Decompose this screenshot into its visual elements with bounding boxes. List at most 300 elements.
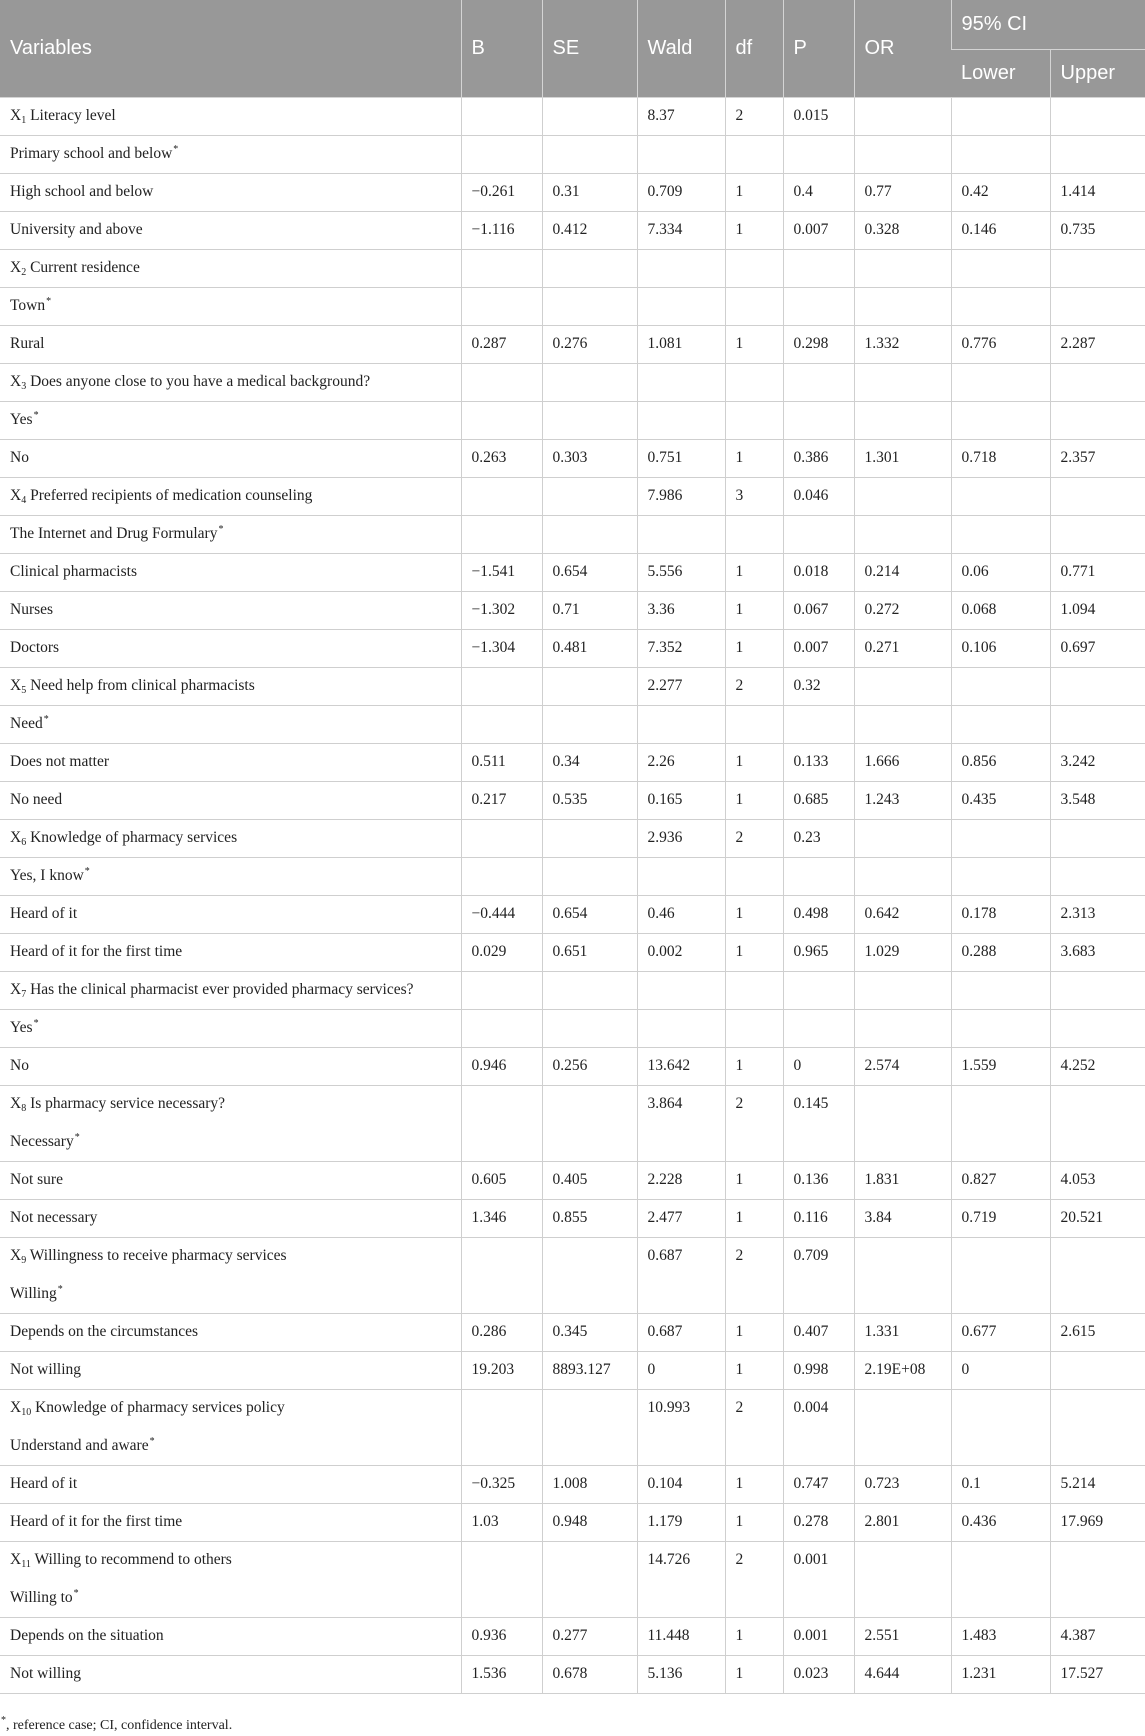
cell-b: −0.261 [461,173,542,211]
cell-lower: 0.178 [951,895,1050,933]
cell-wald: 11.448 [637,1617,725,1655]
cell-wald: 0 [637,1351,725,1389]
cell-df: 1 [725,1351,783,1389]
cell-lower: 0.856 [951,743,1050,781]
cell-se [542,97,637,135]
cell-se: 0.651 [542,933,637,971]
cell-or [854,1541,951,1579]
cell-df: 1 [725,895,783,933]
variable-label: Does not matter [10,753,110,770]
cell-upper [1050,401,1145,439]
cell-or [854,819,951,857]
variable-symbol: X [10,677,22,694]
variable-row [0,1085,1145,1123]
cell-wald: 0.751 [637,439,725,477]
cell-df: 1 [725,1047,783,1085]
cell-variable [0,629,461,667]
table-row [0,705,1145,743]
variable-label: Heard of it [10,1475,78,1492]
reference-marker: * [46,296,52,307]
variable-row [0,363,1145,401]
cell-b: −1.541 [461,553,542,591]
variable-symbol: X [10,487,22,504]
cell-se [542,515,637,553]
variable-label: Literacy level [26,107,116,124]
cell-se: 0.276 [542,325,637,363]
cell-or: 0.642 [854,895,951,933]
cell-upper [1050,1351,1145,1389]
header-wald: Wald [637,0,725,97]
variable-label: Willing to [10,1588,73,1606]
reference-marker: * [74,1131,80,1143]
cell-df [725,401,783,439]
variable-label: Town [10,297,46,314]
cell-df [725,135,783,173]
footnote [0,1715,233,1734]
variable-index: 3 [21,381,27,392]
cell-p [783,401,854,439]
variable-label: No need [10,791,63,808]
cell-lower [951,1009,1050,1047]
cell-wald [637,1427,725,1465]
header-b: B [461,0,542,97]
cell-variable [0,1161,461,1199]
cell-upper [1050,135,1145,173]
cell-or: 2.551 [854,1617,951,1655]
cell-df [725,287,783,325]
cell-lower [951,363,1050,401]
cell-wald: 1.179 [637,1503,725,1541]
cell-wald [637,287,725,325]
cell-wald: 0.709 [637,173,725,211]
cell-wald: 5.556 [637,553,725,591]
cell-b [461,1237,542,1275]
variable-symbol: X [10,981,22,998]
cell-lower: 0.146 [951,211,1050,249]
cell-variable [0,1199,461,1237]
cell-b: 0.511 [461,743,542,781]
cell-variable [0,97,461,135]
cell-upper: 2.313 [1050,895,1145,933]
cell-se [542,1123,637,1161]
cell-p: 0.298 [783,325,854,363]
cell-variable [0,591,461,629]
cell-p: 0.747 [783,1465,854,1503]
cell-df: 1 [725,211,783,249]
cell-wald: 0.104 [637,1465,725,1503]
cell-p [783,705,854,743]
cell-p [783,1009,854,1047]
variable-symbol: X [10,259,22,276]
cell-variable [0,933,461,971]
cell-wald [637,249,725,287]
cell-or: 0.272 [854,591,951,629]
cell-lower [951,819,1050,857]
variable-label: Does anyone close to you have a medical background? [26,373,371,390]
cell-df: 2 [725,1389,783,1427]
cell-se [542,1579,637,1617]
cell-df: 1 [725,1655,783,1693]
table-row [0,173,1145,211]
variable-label: Preferred recipients of medication counseling [26,487,313,504]
cell-se: 0.654 [542,895,637,933]
variable-label: Yes [10,1019,33,1036]
header-df: df [725,0,783,97]
cell-df: 2 [725,667,783,705]
cell-lower: 0.719 [951,1199,1050,1237]
cell-variable [0,173,461,211]
cell-b [461,1085,542,1123]
cell-variable [0,211,461,249]
cell-se: 0.303 [542,439,637,477]
variable-label: Willingness to receive pharmacy services [26,1247,287,1265]
cell-wald [637,1579,725,1617]
cell-se: 0.855 [542,1199,637,1237]
table-row [0,1199,1145,1237]
cell-p: 0.407 [783,1313,854,1351]
cell-p: 0.004 [783,1389,854,1427]
cell-upper [1050,249,1145,287]
cell-upper: 17.527 [1050,1655,1145,1693]
cell-se [542,1275,637,1313]
cell-se: 0.71 [542,591,637,629]
cell-or [854,135,951,173]
cell-se [542,1009,637,1047]
cell-b [461,1389,542,1427]
variable-index: 9 [21,1255,27,1267]
cell-se: 0.535 [542,781,637,819]
cell-or: 3.84 [854,1199,951,1237]
cell-se: 0.34 [542,743,637,781]
cell-upper [1050,1389,1145,1427]
cell-variable [0,401,461,439]
cell-wald: 14.726 [637,1541,725,1579]
cell-se [542,135,637,173]
cell-lower: 0.436 [951,1503,1050,1541]
cell-lower [951,97,1050,135]
variable-label: No [10,449,29,466]
cell-or: 0.271 [854,629,951,667]
cell-se [542,401,637,439]
variable-label: Rural [10,335,45,352]
cell-se [542,1541,637,1579]
cell-variable [0,287,461,325]
cell-p: 0.018 [783,553,854,591]
cell-wald: 2.228 [637,1161,725,1199]
cell-or: 2.574 [854,1047,951,1085]
variable-row [0,819,1145,857]
cell-se: 0.277 [542,1617,637,1655]
cell-upper: 3.683 [1050,933,1145,971]
cell-wald [637,1275,725,1313]
reference-marker: * [43,714,49,725]
table-row [0,743,1145,781]
cell-se [542,1427,637,1465]
cell-upper: 4.387 [1050,1617,1145,1655]
cell-b: −1.304 [461,629,542,667]
variable-symbol: X [10,107,22,124]
cell-upper [1050,1237,1145,1275]
table-row [0,781,1145,819]
variable-label: Current residence [26,259,140,276]
variable-index: 6 [21,837,27,848]
cell-b: 0.605 [461,1161,542,1199]
cell-lower [951,1389,1050,1427]
cell-variable [0,1617,461,1655]
cell-b [461,401,542,439]
cell-wald: 3.864 [637,1085,725,1123]
cell-b [461,477,542,515]
cell-wald: 0.687 [637,1313,725,1351]
cell-df: 2 [725,97,783,135]
cell-variable [0,325,461,363]
cell-variable [0,857,461,895]
cell-upper: 0.697 [1050,629,1145,667]
cell-b [461,1009,542,1047]
variable-symbol: X [10,829,22,846]
cell-upper [1050,515,1145,553]
cell-df: 1 [725,325,783,363]
cell-b: 0.936 [461,1617,542,1655]
variable-label: Heard of it [10,905,78,922]
cell-or [854,857,951,895]
variable-row [0,1541,1145,1579]
cell-variable [0,1275,461,1313]
table-row [0,1503,1145,1541]
variable-label: Not necessary [10,1209,98,1226]
cell-wald [637,971,725,1009]
cell-lower [951,971,1050,1009]
cell-wald: 13.642 [637,1047,725,1085]
header-or: OR [854,0,951,97]
table-row [0,629,1145,667]
table-row [0,439,1145,477]
cell-p: 0.116 [783,1199,854,1237]
variable-index: 4 [21,495,27,506]
cell-variable [0,515,461,553]
cell-p: 0.136 [783,1161,854,1199]
cell-or: 0.723 [854,1465,951,1503]
cell-wald: 0.687 [637,1237,725,1275]
cell-lower: 0.42 [951,173,1050,211]
cell-or [854,971,951,1009]
cell-lower: 0.106 [951,629,1050,667]
cell-df: 1 [725,1617,783,1655]
cell-wald: 5.136 [637,1655,725,1693]
cell-p: 0.4 [783,173,854,211]
cell-wald [637,857,725,895]
cell-b [461,287,542,325]
cell-or: 1.243 [854,781,951,819]
cell-df [725,1123,783,1161]
cell-p: 0.145 [783,1085,854,1123]
variable-row [0,1389,1145,1427]
cell-lower [951,1427,1050,1465]
cell-variable [0,1237,461,1275]
table-row [0,401,1145,439]
variable-index: 2 [21,267,27,278]
variable-label: Knowledge of pharmacy services policy [31,1399,285,1417]
cell-b [461,857,542,895]
cell-p: 0.133 [783,743,854,781]
cell-variable [0,135,461,173]
cell-wald: 0.165 [637,781,725,819]
cell-se: 0.654 [542,553,637,591]
cell-se [542,1237,637,1275]
cell-wald: 2.936 [637,819,725,857]
variable-label: Willing [10,1284,57,1302]
cell-wald: 1.081 [637,325,725,363]
cell-variable [0,1009,461,1047]
cell-wald [637,515,725,553]
cell-or [854,515,951,553]
reference-marker: * [84,866,90,877]
variable-label: Has the clinical pharmacist ever provided pharmacy services? [26,981,414,998]
table-row [0,1313,1145,1351]
cell-lower [951,705,1050,743]
cell-upper [1050,1085,1145,1123]
cell-b [461,363,542,401]
cell-or [854,1009,951,1047]
table-row [0,515,1145,553]
cell-df: 1 [725,933,783,971]
cell-upper: 2.615 [1050,1313,1145,1351]
cell-b: 0.263 [461,439,542,477]
cell-wald [637,1009,725,1047]
cell-se: 0.31 [542,173,637,211]
cell-p [783,363,854,401]
cell-b [461,249,542,287]
cell-df: 2 [725,1541,783,1579]
cell-se [542,667,637,705]
cell-lower [951,1579,1050,1617]
cell-b [461,1541,542,1579]
cell-wald [637,1123,725,1161]
cell-lower: 1.483 [951,1617,1050,1655]
cell-p [783,515,854,553]
cell-or [854,1389,951,1427]
table-row [0,325,1145,363]
cell-variable [0,363,461,401]
cell-upper: 4.252 [1050,1047,1145,1085]
cell-upper [1050,971,1145,1009]
cell-b: −1.116 [461,211,542,249]
variable-label: Need [10,715,43,732]
variable-symbol: X [10,1551,22,1569]
cell-variable [0,1655,461,1693]
cell-p: 0.386 [783,439,854,477]
cell-p: 0.001 [783,1541,854,1579]
cell-or [854,1085,951,1123]
variable-label: Yes [10,411,33,428]
cell-wald: 7.986 [637,477,725,515]
variable-symbol: X [10,1095,22,1113]
cell-upper [1050,363,1145,401]
variable-label: Knowledge of pharmacy services [26,829,238,846]
variable-symbol: X [10,1247,22,1265]
cell-variable [0,667,461,705]
cell-b [461,1123,542,1161]
cell-p [783,1275,854,1313]
cell-p [783,287,854,325]
variable-label: Understand and aware [10,1436,149,1454]
cell-or [854,97,951,135]
header-ci: 95% CI [951,0,1145,49]
cell-upper: 4.053 [1050,1161,1145,1199]
cell-lower [951,1123,1050,1161]
cell-p [783,1427,854,1465]
table-row [0,933,1145,971]
table-row [0,211,1145,249]
cell-b: 1.346 [461,1199,542,1237]
cell-or [854,667,951,705]
cell-se [542,1085,637,1123]
cell-df: 3 [725,477,783,515]
cell-upper [1050,1275,1145,1313]
cell-wald [637,135,725,173]
cell-or: 1.666 [854,743,951,781]
cell-lower [951,287,1050,325]
cell-p: 0.067 [783,591,854,629]
variable-label: Necessary [10,1132,74,1150]
cell-lower: 1.559 [951,1047,1050,1085]
cell-variable [0,1503,461,1541]
cell-lower [951,857,1050,895]
cell-upper: 20.521 [1050,1199,1145,1237]
cell-se: 0.948 [542,1503,637,1541]
cell-or: 0.328 [854,211,951,249]
cell-se: 0.256 [542,1047,637,1085]
cell-upper [1050,97,1145,135]
cell-df [725,1427,783,1465]
cell-p: 0.965 [783,933,854,971]
cell-p: 0.278 [783,1503,854,1541]
cell-upper: 5.214 [1050,1465,1145,1503]
cell-or [854,1427,951,1465]
cell-wald: 7.334 [637,211,725,249]
table-row [0,553,1145,591]
header-lower: Lower [951,49,1050,97]
cell-or [854,1237,951,1275]
cell-wald [637,401,725,439]
cell-upper [1050,667,1145,705]
cell-variable [0,1351,461,1389]
table-row [0,1579,1145,1617]
cell-upper: 0.771 [1050,553,1145,591]
table-row [0,1351,1145,1389]
cell-or [854,363,951,401]
cell-or: 4.644 [854,1655,951,1693]
cell-b [461,135,542,173]
cell-b: −1.302 [461,591,542,629]
cell-variable [0,781,461,819]
cell-se: 0.678 [542,1655,637,1693]
cell-se [542,819,637,857]
cell-df: 1 [725,1503,783,1541]
table-header [0,0,1145,97]
cell-p: 0.998 [783,1351,854,1389]
cell-b: 1.03 [461,1503,542,1541]
cell-df [725,363,783,401]
cell-variable [0,249,461,287]
cell-p: 0 [783,1047,854,1085]
cell-df: 1 [725,1199,783,1237]
cell-upper [1050,1579,1145,1617]
cell-se [542,705,637,743]
cell-upper [1050,1427,1145,1465]
cell-or [854,1123,951,1161]
cell-se [542,971,637,1009]
